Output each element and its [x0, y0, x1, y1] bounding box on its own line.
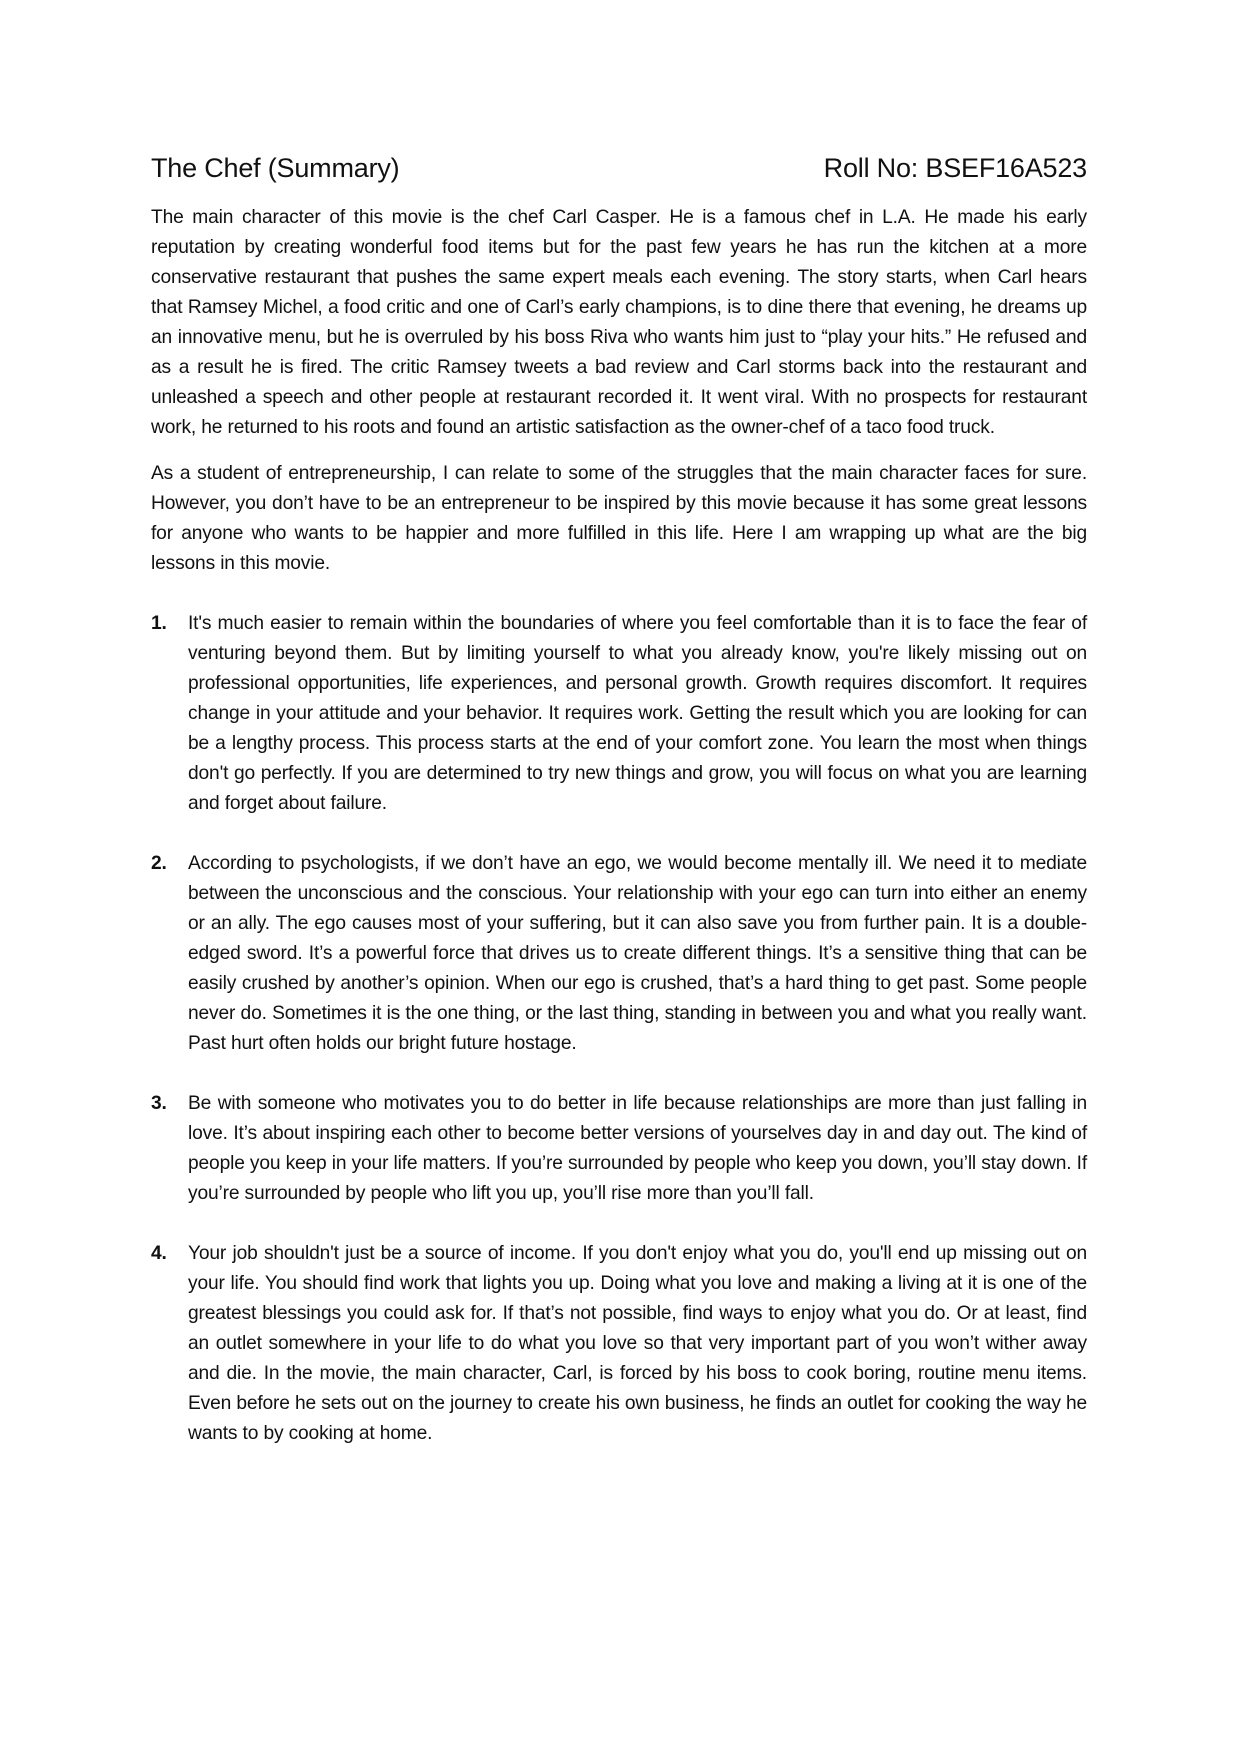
lesson-number: 1.	[151, 613, 167, 634]
lesson-number: 4.	[151, 1243, 167, 1264]
lesson-item-4	[151, 1239, 1087, 1449]
lesson-number: 3.	[151, 1093, 167, 1114]
lesson-text: Be with someone who motivates you to do better in life because relationships are more than just falling in love. It’s about inspiring each other to become better versions of yourselves day in and day out. The kind of people you keep in your life matters. If you’re surrounded by people who keep you down, you’ll stay down. If you’re surrounded by people who lift you up, you’ll rise more than you’ll fall.	[188, 1093, 1087, 1204]
roll-number: Roll No: BSEF16A523	[823, 153, 1087, 183]
document-title: The Chef (Summary)	[151, 153, 400, 183]
lessons-list	[151, 609, 1087, 1449]
summary-paragraph: The main character of this movie is the chef Carl Casper. He is a famous chef in L.A. He made his early reputation by creating wonderful food items but for the past few years he has run the kitchen at a more conservative restaurant that pushes the same expert meals each evening. The story starts, when Carl hears that Ramsey Michel, a food critic and one of Carl’s early champions, is to dine there that evening, he dreams up an innovative menu, but he is overruled by his boss Riva who wants him just to “play your hits.” He refused and as a result he is fired. The critic Ramsey tweets a bad review and Carl storms back into the restaurant and unleashed a speech and other people at restaurant recorded it. It went viral. With no prospects for restaurant work, he returned to his roots and found an artistic satisfaction as the owner-chef of a taco food truck.	[151, 207, 1087, 438]
intro-paragraph: As a student of entrepreneurship, I can relate to some of the struggles that the main character faces for sure. However, you don’t have to be an entrepreneur to be inspired by this movie because it has some great lessons for anyone who wants to be happier and more fulfilled in this life. Here I am wrapping up what are the big lessons in this movie.	[151, 463, 1087, 574]
document-header	[151, 150, 1087, 190]
lesson-item-1	[151, 609, 1087, 819]
lesson-item-2	[151, 849, 1087, 1059]
lesson-text: According to psychologists, if we don’t have an ego, we would become mentally ill. We need it to mediate between the unconscious and the conscious. Your relationship with your ego can turn into either an enemy or an ally. The ego causes most of your suffering, but it can also save you from further pain. It is a double-edged sword. It’s a powerful force that drives us to create different things. It’s a sensitive thing that can be easily crushed by another’s opinion. When our ego is crushed, that’s a hard thing to get past. Some people never do. Sometimes it is the one thing, or the last thing, standing in between you and what you really want. Past hurt often holds our bright future hostage.	[188, 853, 1087, 1054]
lesson-text: Your job shouldn't just be a source of income. If you don't enjoy what you do, you'll end up missing out on your life. You should find work that lights you up. Doing what you love and making a living at it is one of the greatest blessings you could ask for. If that’s not possible, find ways to enjoy what you do. Or at least, find an outlet somewhere in your life to do what you love so that very important part of you won’t wither away and die. In the movie, the main character, Carl, is forced by his boss to cook boring, routine menu items. Even before he sets out on the journey to create his own business, he finds an outlet for cooking the way he wants to by cooking at home.	[188, 1243, 1087, 1444]
document-body	[151, 203, 1087, 1479]
lesson-text: It's much easier to remain within the boundaries of where you feel comfortable than it is to face the fear of venturing beyond them. But by limiting yourself to what you already know, you're likely missing out on professional opportunities, life experiences, and personal growth. Growth requires discomfort. It requires change in your attitude and your behavior. It requires work. Getting the result which you are looking for can be a lengthy process. This process starts at the end of your comfort zone. You learn the most when things don't go perfectly. If you are determined to try new things and grow, you will focus on what you are learning and forget about failure.	[188, 613, 1087, 814]
lesson-number: 2.	[151, 853, 167, 874]
lesson-item-3	[151, 1089, 1087, 1209]
